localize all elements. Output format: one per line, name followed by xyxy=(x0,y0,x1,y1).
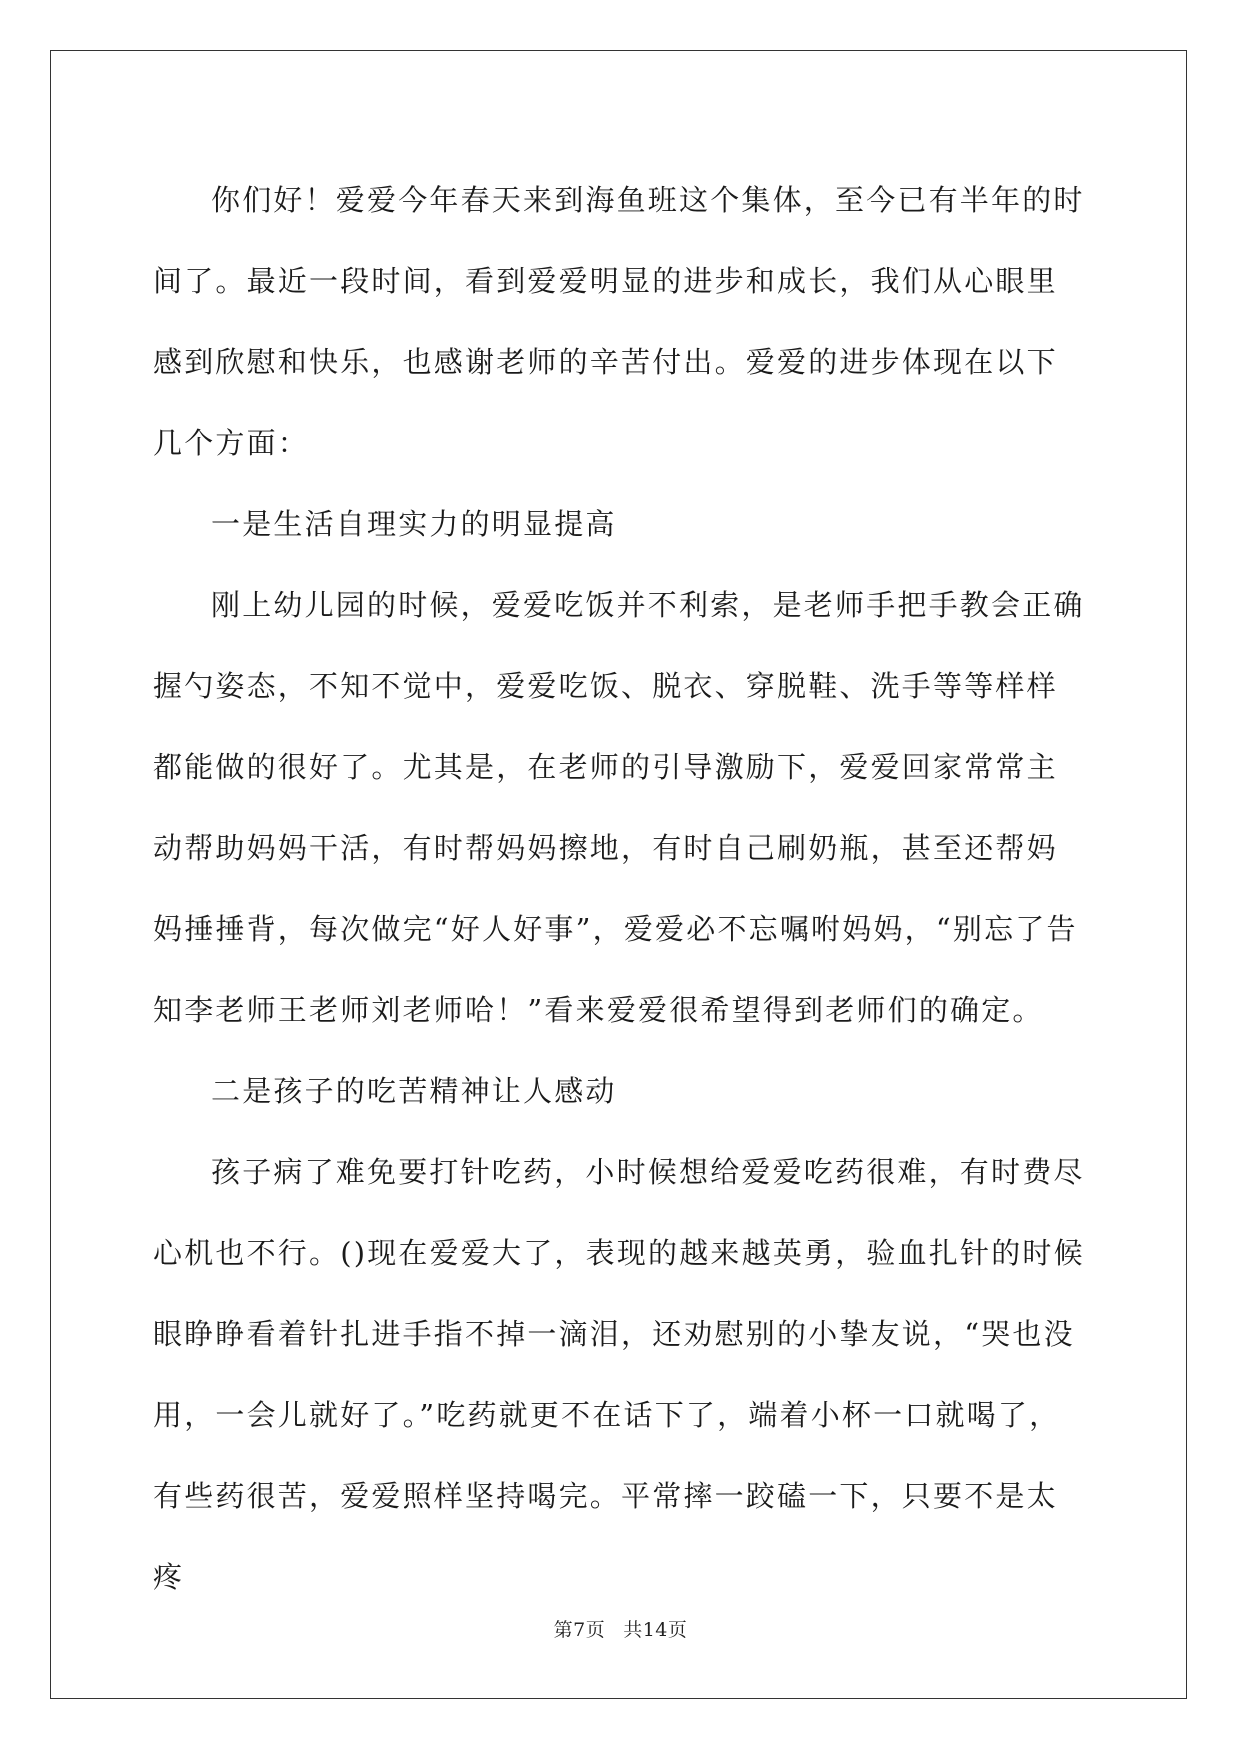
page-number: 第7页 xyxy=(553,1619,606,1641)
paragraph-intro: 你们好！爱爱今年春天来到海鱼班这个集体，至今已有半年的时间了。最近一段时间，看到爱爱明显的进步和成长，我们从心眼里感到欣慰和快乐，也感谢老师的辛苦付出。爱爱的进步体现在以下几个方面： xyxy=(153,183,1085,460)
page-total: 共14页 xyxy=(623,1619,688,1641)
heading-endurance: 二是孩子的吃苦精神让人感动 xyxy=(211,1074,617,1108)
heading-self-care: 一是生活自理实力的明显提高 xyxy=(211,507,617,541)
paragraph-endurance: 孩子病了难免要打针吃药，小时候想给爱爱吃药很难，有时费尽心机也不行。()现在爱爱大了，表现的越来越英勇，验血扎针的时候眼睁睁看着针扎进手指不掉一滴泪，还劝慰别的小挚友说，“哭也没用，一会儿就好了。”吃药就更不在话下了，端着小杯一口就喝了，有些药很苦，爱爱照样坚持喝完。平常摔一跤磕一下，只要不是太疼 xyxy=(153,1155,1085,1594)
document-body xyxy=(153,160,1088,1618)
paragraph-self-care: 刚上幼儿园的时候，爱爱吃饭并不利索，是老师手把手教会正确握勺姿态，不知不觉中，爱爱吃饭、脱衣、穿脱鞋、洗手等等样样都能做的很好了。尤其是，在老师的引导激励下，爱爱回家常常主动帮助妈妈干活，有时帮妈妈擦地，有时自己刷奶瓶，甚至还帮妈妈捶捶背，每次做完“好人好事”，爱爱必不忘嘱咐妈妈，“别忘了告知李老师王老师刘老师哈！”看来爱爱很希望得到老师们的确定。 xyxy=(153,588,1085,1027)
page-footer xyxy=(0,1615,1241,1642)
